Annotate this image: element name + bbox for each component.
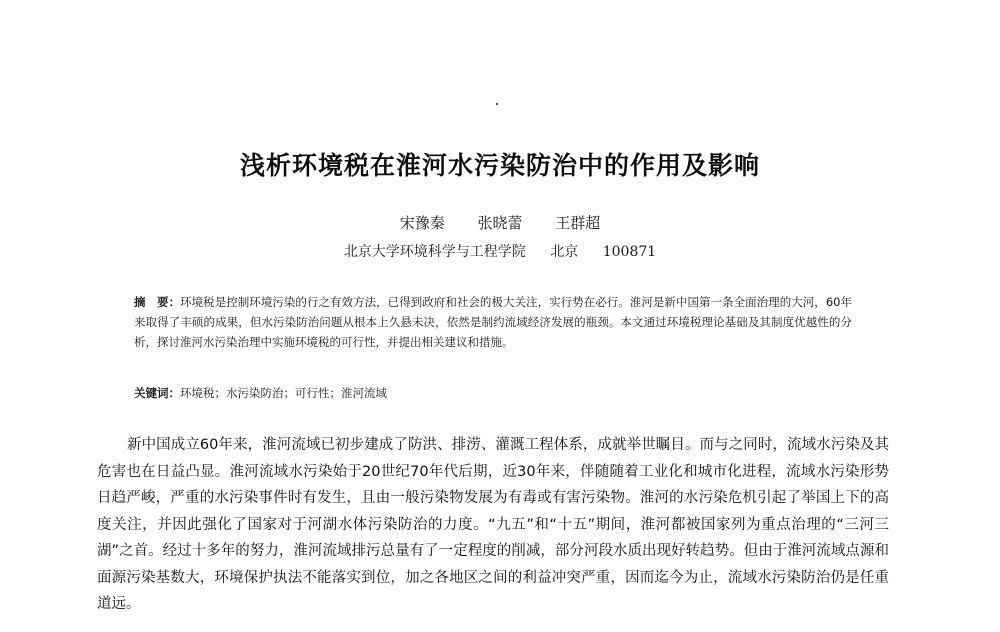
- keywords-text: 环境税；水污染防治；可行性；淮河流域: [180, 386, 387, 400]
- author-name: 宋豫秦: [399, 214, 445, 232]
- keywords-label: 关键词：: [134, 386, 180, 400]
- keywords: [134, 383, 852, 403]
- abstract-label: 摘 要：: [134, 295, 181, 309]
- abstract: [134, 292, 852, 352]
- affiliation-institution: 北京大学环境科学与工程学院: [343, 244, 526, 260]
- affiliation-city: 北京: [550, 244, 579, 260]
- affiliation: [0, 241, 1000, 261]
- abstract-text: 环境税是控制环境污染的行之有效方法，已得到政府和社会的极大关注，实行势在必行。淮河是新中国第一条全面治理的大河，60年来取得了丰硕的成果，但水污染防治问题从根本上久悬未决，依然是制约流域经济发展的瓶颈。本文通过环境税理论基础及其制度优越性的分析，探讨淮河水污染治理中实施环境税的可行性，并提出相关建议和措施。: [134, 295, 852, 349]
- scan-speck: [496, 103, 498, 105]
- author-list: [0, 212, 1000, 233]
- affiliation-postcode: 100871: [602, 244, 657, 260]
- paper-title: 浅析环境税在淮河水污染防治中的作用及影响: [239, 151, 760, 180]
- author-name: 王群超: [555, 214, 601, 232]
- author-name: 张晓蕾: [477, 214, 523, 232]
- body-paragraph: 新中国成立60年来，淮河流域已初步建成了防洪、排涝、灌溉工程体系，成就举世瞩目。而与之同时，流域水污染及其危害也在日益凸显。淮河流域水污染始于20世纪70年代后期，近30年来，伴随随着工业化和城市化进程，流域水污染形势日趋严峻，严重的水污染事件时有发生，且由一般污染物发展为有毒或有害污染物。淮河的水污染危机引起了举国上下的高度关注，并因此强化了国家对于河湖水体污染防治的力度。“九五”和“十五”期间，淮河都被国家列为重点治理的“三河三湖”之首。经过十多年的努力，淮河流域排污总量有了一定程度的削减，部分河段水质出现好转趋势。但由于淮河流域点源和面源污染基数大，环境保护执法不能落实到位，加之各地区之间的利益冲突严重，因而迄今为止，流域水污染防治仍是任重道远。: [97, 437, 889, 612]
